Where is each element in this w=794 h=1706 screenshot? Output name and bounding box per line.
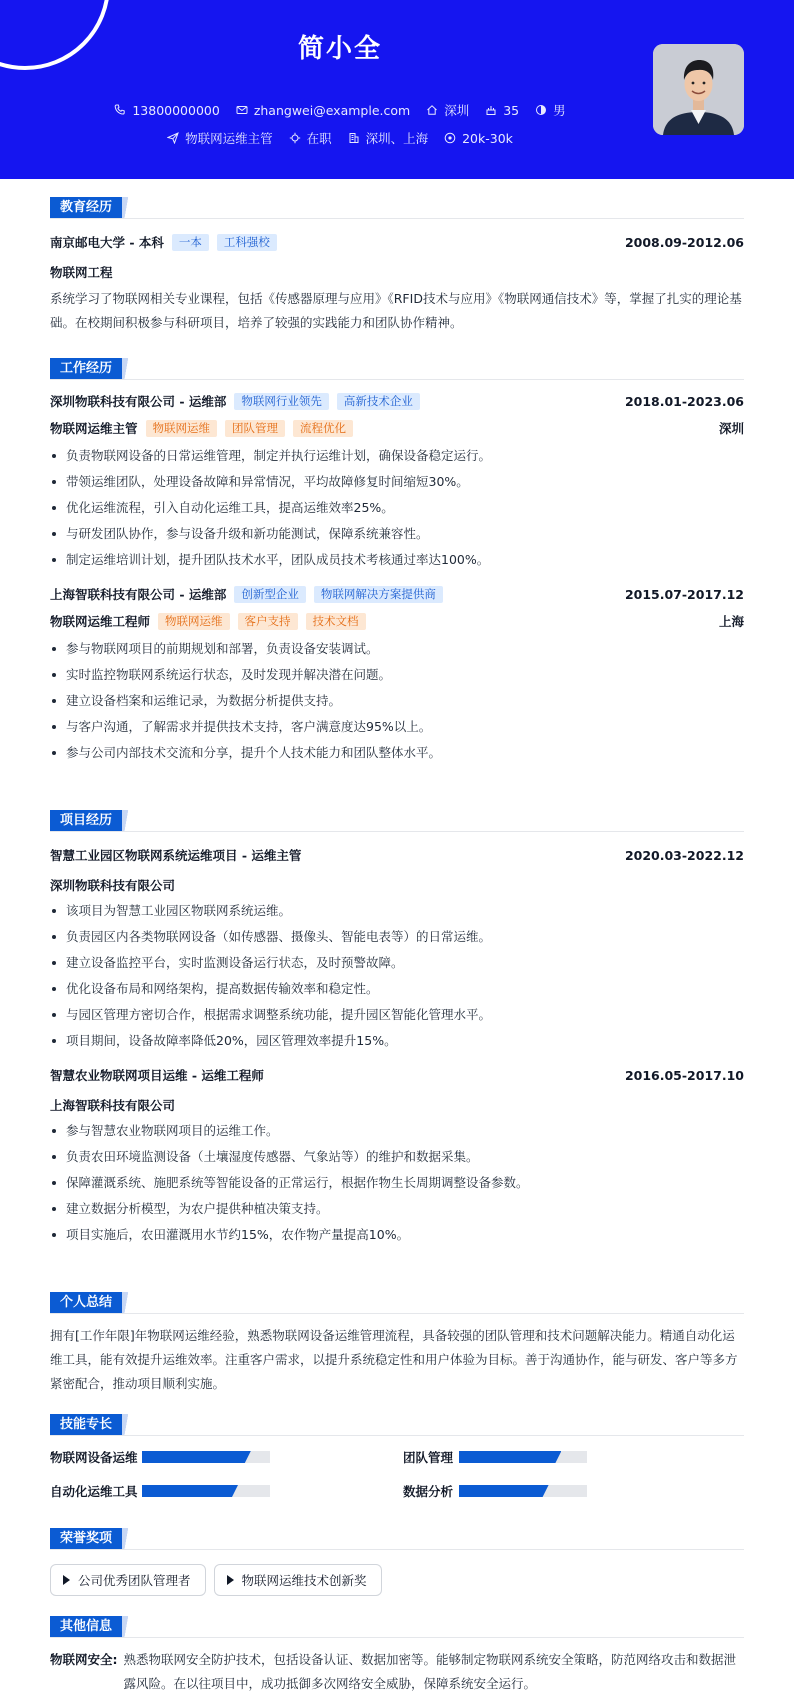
project-company: 深圳物联科技有限公司 (50, 878, 176, 893)
list-item: 与园区管理方密切合作，根据需求调整系统功能，提升园区智能化管理水平。 (50, 1002, 744, 1028)
other-info-key: 物联网安全: (50, 1652, 118, 1667)
home-icon (426, 104, 438, 116)
list-item: 优化运维流程，引入自动化运维工具，提高运维效率25%。 (50, 495, 744, 521)
age: 35 (503, 102, 520, 118)
list-item: 建立设备档案和运维记录，为数据分析提供支持。 (50, 688, 744, 714)
education-description: 系统学习了物联网相关专业课程，包括《传感器原理与应用》《RFID技术与应用》《物联网通信技术》等，掌握了扎实的理论基础。在校期间积极参与科研项目，培养了较强的实践能力和团队协作精神。 (50, 291, 742, 330)
play-icon (227, 1575, 234, 1585)
salary-item (444, 131, 513, 146)
other-info-item (50, 1648, 744, 1696)
project-entry-header (50, 1066, 744, 1084)
company-line (50, 392, 420, 410)
section-title: 其他信息 (50, 1616, 122, 1637)
company-tag: 物联网行业领先 (234, 393, 329, 410)
school-tag: 一本 (172, 234, 209, 251)
salary-icon (444, 132, 456, 144)
email-item (236, 103, 410, 118)
section-header (50, 1528, 744, 1550)
work-entry (50, 392, 744, 573)
skill-bar (142, 1451, 270, 1463)
list-item: 与研发团队协作，参与设备升级和新功能测试，保障系统兼容性。 (50, 521, 744, 547)
age-icon (485, 104, 497, 116)
project-detail-list (50, 898, 744, 1054)
skill-bar (459, 1485, 587, 1497)
job-intent-row (0, 129, 680, 147)
education-entry-header (50, 233, 744, 251)
company-tag: 高新技术企业 (337, 393, 420, 410)
company-line (50, 585, 443, 603)
section-title: 技能专长 (50, 1414, 122, 1435)
section-title: 个人总结 (50, 1292, 122, 1313)
section-title: 荣誉奖项 (50, 1528, 122, 1549)
work-section (50, 358, 744, 766)
section-title: 项目经历 (50, 810, 122, 831)
skill-bar (459, 1451, 587, 1463)
section-title: 工作经历 (50, 358, 122, 379)
section-header (50, 1414, 744, 1436)
awards-section (50, 1528, 744, 1596)
school-name: 南京邮电大学 - 本科 (50, 235, 164, 250)
duty-list (50, 443, 744, 573)
award-name: 公司优秀团队管理者 (78, 1573, 191, 1588)
list-item: 制定运维培训计划，提升团队技术水平，团队成员技术考核通过率达100%。 (50, 547, 744, 573)
target-cities: 深圳、上海 (365, 131, 429, 146)
list-item: 参与物联网项目的前期规划和部署，负责设备安装调试。 (50, 636, 744, 662)
project-detail-list (50, 1118, 744, 1248)
work-entry-header (50, 392, 744, 410)
project-name: 智慧农业物联网项目运维 - 运维工程师 (50, 1068, 264, 1083)
company-tag: 创新型企业 (234, 586, 306, 603)
skill-name: 数据分析 (403, 1484, 454, 1499)
project-entry (50, 1066, 744, 1248)
list-item: 项目实施后，农田灌溉用水节约15%，农作物产量提高10%。 (50, 1222, 744, 1248)
contact-row (0, 101, 680, 119)
education-date: 2008.09-2012.06 (624, 234, 744, 250)
project-section (50, 810, 744, 1248)
award-name: 物联网运维技术创新奖 (241, 1573, 367, 1588)
project-company: 上海智联科技有限公司 (50, 1098, 176, 1113)
work-date: 2018.01-2023.06 (624, 393, 744, 409)
list-item: 参与公司内部技术交流和分享，提升个人技术能力和团队整体水平。 (50, 740, 744, 766)
list-item: 负责园区内各类物联网设备（如传感器、摄像头、智能电表等）的日常运维。 (50, 924, 744, 950)
gender-icon (535, 104, 547, 116)
status-item (289, 129, 332, 147)
job-title-item (167, 129, 273, 147)
skill-name: 团队管理 (403, 1450, 454, 1465)
list-item: 项目期间，设备故障率降低20%，园区管理效率提升15%。 (50, 1028, 744, 1054)
age-item (485, 103, 519, 118)
school-line (50, 233, 277, 251)
position-line (50, 419, 744, 437)
company-name: 上海智联科技有限公司 - 运维部 (50, 587, 227, 602)
list-item: 建立设备监控平台，实时监测设备运行状态，及时预警故障。 (50, 950, 744, 976)
project-date: 2016.05-2017.10 (624, 1067, 744, 1083)
skill-item (50, 1482, 403, 1500)
phone-icon (114, 104, 126, 116)
mail-icon (236, 104, 248, 116)
work-date: 2015.07-2017.12 (624, 586, 744, 602)
play-icon (63, 1575, 70, 1585)
position-group (50, 419, 353, 437)
list-item: 保障灌溉系统、施肥系统等智能设备的正常运行，根据作物生长周期调整设备参数。 (50, 1170, 744, 1196)
work-entry (50, 585, 744, 766)
city-item (426, 101, 469, 119)
list-item: 与客户沟通，了解需求并提供技术支持，客户满意度达95%以上。 (50, 714, 744, 740)
award-chip (50, 1564, 206, 1596)
city: 深圳 (444, 103, 470, 118)
duty-list (50, 636, 744, 766)
list-item: 实时监控物联网系统运行状态，及时发现并解决潜在问题。 (50, 662, 744, 688)
building-icon (348, 132, 360, 144)
skill-item (403, 1448, 744, 1466)
salary-range: 20k-30k (462, 130, 513, 146)
company-tag: 物联网解决方案提供商 (314, 586, 443, 603)
skill-bar-fill (142, 1451, 251, 1463)
position-tag: 团队管理 (225, 420, 285, 437)
send-icon (167, 132, 179, 144)
position-name: 物联网运维工程师 (50, 614, 151, 629)
summary-text: 拥有[工作年限]年物联网运维经验，熟悉物联网设备运维管理流程，具备较强的团队管理和技术问题解决能力。精通自动化运维工具，能有效提升运维效率。注重客户需求，以提升系统稳定性和用户体验为目标。善于沟通协作，能与研发、客户等多方紧密配合，推动项目顺利实施。 (50, 1328, 738, 1391)
position-tag: 技术文档 (306, 613, 366, 630)
phone-number[interactable]: 13800000000 (132, 102, 220, 118)
section-header (50, 1616, 744, 1638)
other-info-value: 熟悉物联网安全防护技术，包括设备认证、数据加密等。能够制定物联网系统安全策略，防范网络攻击和数据泄露风险。在以往项目中，成功抵御多次网络安全威胁，保障系统安全运行。 (123, 1652, 737, 1691)
phone-item (114, 103, 219, 118)
avatar (653, 44, 744, 135)
company-name: 深圳物联科技有限公司 - 运维部 (50, 394, 227, 409)
skill-grid (50, 1448, 744, 1500)
skill-bar-fill (459, 1451, 561, 1463)
summary-section (50, 1292, 744, 1396)
list-item: 负责农田环境监测设备（土壤湿度传感器、气象站等）的维护和数据采集。 (50, 1144, 744, 1170)
project-date: 2020.03-2022.12 (624, 847, 744, 863)
position-line (50, 612, 744, 630)
list-item: 带领运维团队，处理设备故障和异常情况，平均故障修复时间缩短30%。 (50, 469, 744, 495)
education-section (50, 197, 744, 335)
skill-name: 物联网设备运维 (50, 1450, 138, 1465)
list-item: 负责物联网设备的日常运维管理，制定并执行运维计划，确保设备稳定运行。 (50, 443, 744, 469)
skills-section (50, 1414, 744, 1500)
section-header (50, 1292, 744, 1314)
section-header (50, 358, 744, 380)
target-city-item (348, 129, 429, 147)
gender-item (535, 101, 566, 119)
position-group (50, 612, 366, 630)
award-list (50, 1564, 744, 1596)
section-header (50, 197, 744, 219)
job-title: 物联网运维主管 (185, 131, 273, 146)
major: 物联网工程 (50, 265, 113, 280)
status-icon (289, 132, 301, 144)
project-entry-header (50, 846, 744, 864)
work-entry-header (50, 585, 744, 603)
award-chip (214, 1564, 382, 1596)
list-item: 优化设备布局和网络架构，提高数据传输效率和稳定性。 (50, 976, 744, 1002)
work-location: 深圳 (718, 421, 744, 436)
position-tag: 物联网运维 (146, 420, 218, 437)
skill-item (403, 1482, 744, 1500)
school-tag: 工科强校 (217, 234, 277, 251)
other-section (50, 1616, 744, 1696)
list-item: 该项目为智慧工业园区物联网系统运维。 (50, 898, 744, 924)
email-address[interactable]: zhangwei@example.com (253, 102, 411, 118)
list-item: 参与智慧农业物联网项目的运维工作。 (50, 1118, 744, 1144)
position-tag: 物联网运维 (158, 613, 230, 630)
resume-header (0, 0, 794, 179)
skill-item (50, 1448, 403, 1466)
position-tag: 客户支持 (238, 613, 298, 630)
skill-bar-fill (142, 1485, 238, 1497)
skill-name: 自动化运维工具 (50, 1484, 138, 1499)
candidate-name: 简小全 (297, 34, 382, 64)
work-location: 上海 (718, 614, 744, 629)
skill-bar-fill (459, 1485, 549, 1497)
project-entry (50, 846, 744, 1054)
position-tag: 流程优化 (293, 420, 353, 437)
project-name: 智慧工业园区物联网系统运维项目 - 运维主管 (50, 848, 302, 863)
section-header (50, 810, 744, 832)
section-title: 教育经历 (50, 197, 122, 218)
gender: 男 (553, 103, 566, 118)
position-name: 物联网运维主管 (50, 421, 138, 436)
skill-bar (142, 1485, 270, 1497)
employment-status: 在职 (306, 131, 332, 146)
list-item: 建立数据分析模型，为农户提供种植决策支持。 (50, 1196, 744, 1222)
